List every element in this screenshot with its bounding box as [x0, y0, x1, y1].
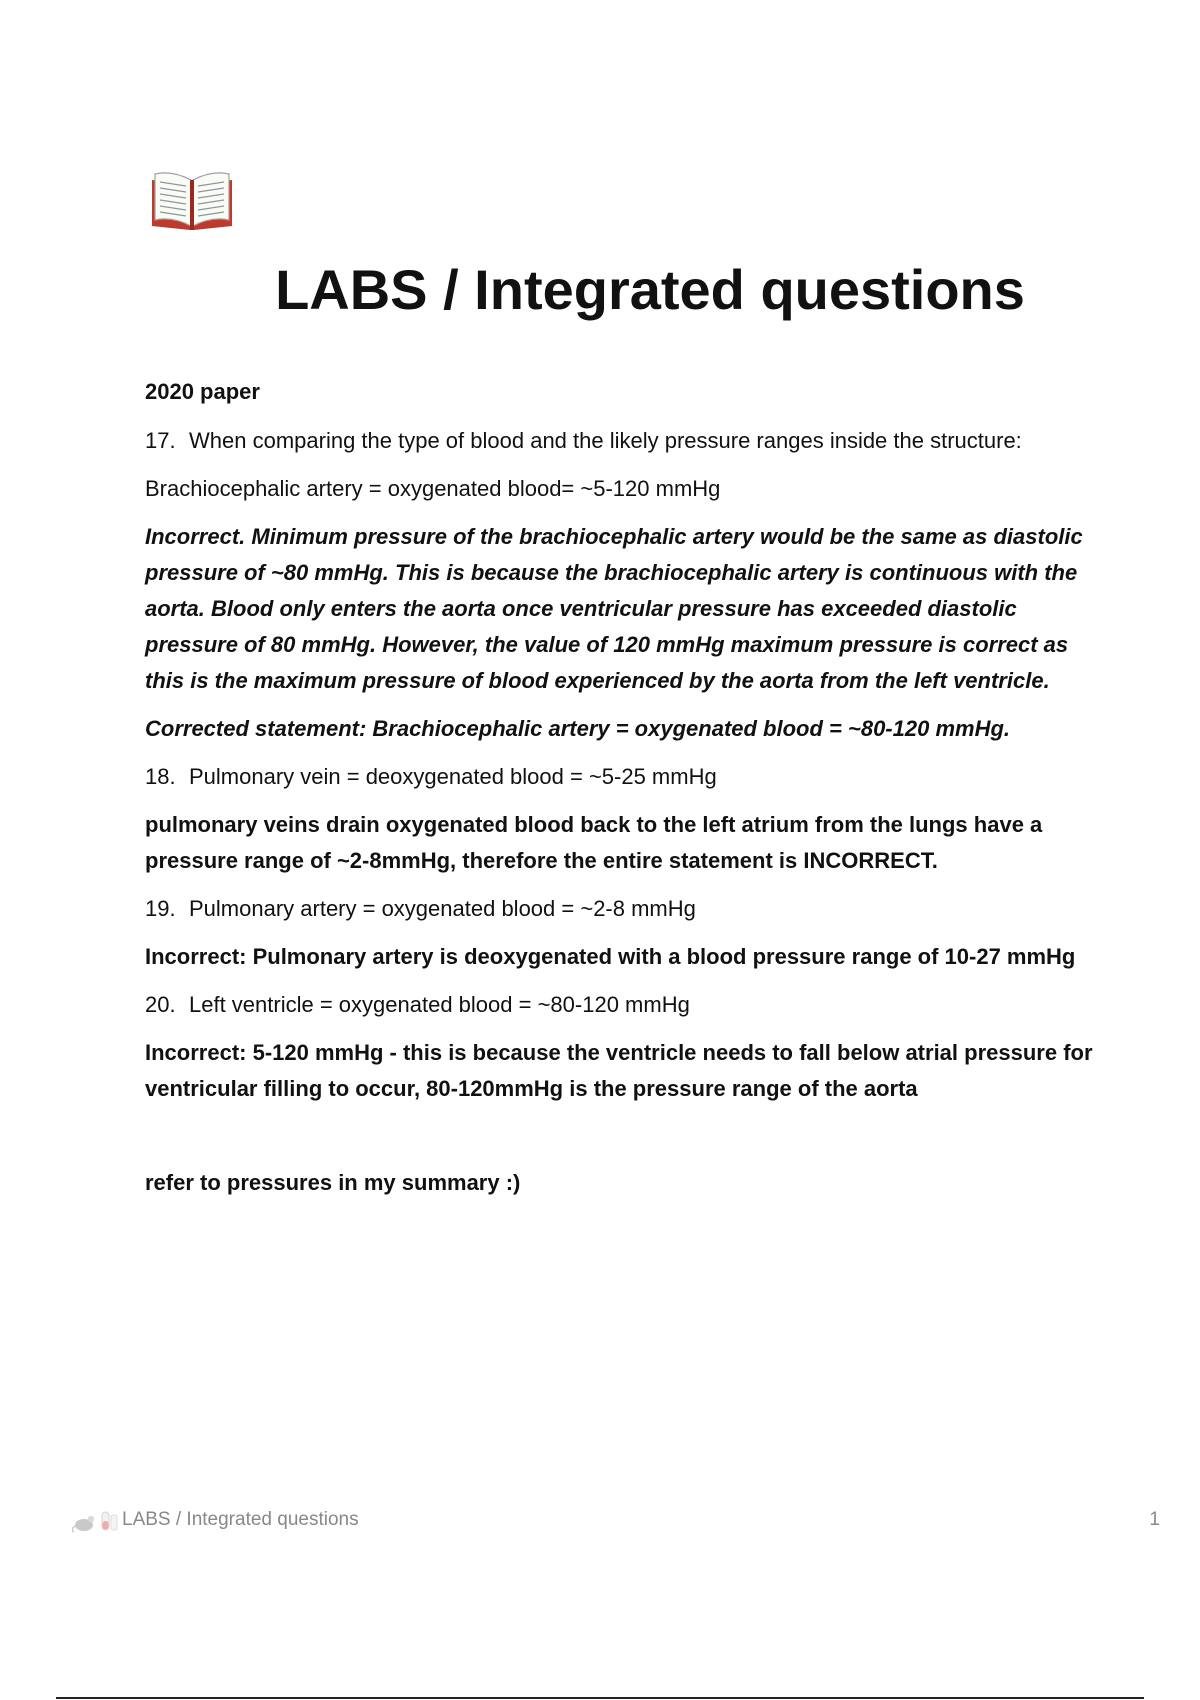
- page-bottom-divider: [56, 1697, 1144, 1699]
- page-number: 1: [1149, 1509, 1160, 1530]
- question-19-answer: Incorrect: Pulmonary artery is deoxygenated with a blood pressure range of 10-27 mmHg: [145, 944, 1076, 969]
- question-20-answer: Incorrect: 5-120 mmHg - this is because the ventricle needs to fall below atrial pressure for ventricular filling to occur, 80-120mmHg is the pressure range of the aorta: [145, 1040, 1093, 1101]
- question-17-corrected-statement: Corrected statement: Brachiocephalic artery = oxygenated blood = ~80-120 mmHg.: [145, 716, 1011, 741]
- question-18: [145, 759, 1095, 795]
- document-body: [145, 375, 1095, 1213]
- question-20: [145, 987, 1095, 1023]
- question-17-statement: Brachiocephalic artery = oxygenated blood= ~5-120 mmHg: [145, 476, 721, 501]
- mouse-icon: [72, 1516, 94, 1532]
- question-prompt: When comparing the type of blood and the likely pressure ranges inside the structure:: [189, 428, 1022, 453]
- question-17: [145, 423, 1095, 459]
- question-number: 19.: [145, 896, 176, 921]
- footer-title: LABS / Integrated questions: [122, 1509, 359, 1530]
- spacer: [145, 1119, 1095, 1165]
- question-number: 20.: [145, 992, 176, 1017]
- question-statement: Left ventricle = oxygenated blood = ~80-120 mmHg: [189, 992, 690, 1017]
- test-tube-icon: [102, 1512, 117, 1530]
- footer-icons: [72, 1510, 120, 1534]
- open-book-icon: [148, 168, 236, 236]
- section-heading: 2020 paper: [145, 379, 260, 404]
- question-number: 17.: [145, 428, 176, 453]
- question-19: [145, 891, 1095, 927]
- page-title: LABS / Integrated questions: [275, 258, 1025, 321]
- question-statement: Pulmonary artery = oxygenated blood = ~2-8 mmHg: [189, 896, 696, 921]
- closing-note: refer to pressures in my summary :): [145, 1170, 521, 1195]
- question-number: 18.: [145, 764, 176, 789]
- question-statement: Pulmonary vein = deoxygenated blood = ~5-25 mmHg: [189, 764, 717, 789]
- page-footer: [72, 1508, 1160, 1536]
- question-17-explanation: Incorrect. Minimum pressure of the brachiocephalic artery would be the same as diastolic pressure of ~80 mmHg. This is because the brachiocephalic artery is continuous with the aorta. Blood only enters the aorta once ventricular pressure has exceeded diastolic pressure of 80 mmHg. However, the value of 120 mmHg maximum pressure is correct as this is the maximum pressure of blood experienced by the aorta from the left ventricle.: [145, 524, 1083, 693]
- question-18-answer: pulmonary veins drain oxygenated blood back to the left atrium from the lungs have a pressure range of ~2-8mmHg, therefore the entire statement is INCORRECT.: [145, 812, 1043, 873]
